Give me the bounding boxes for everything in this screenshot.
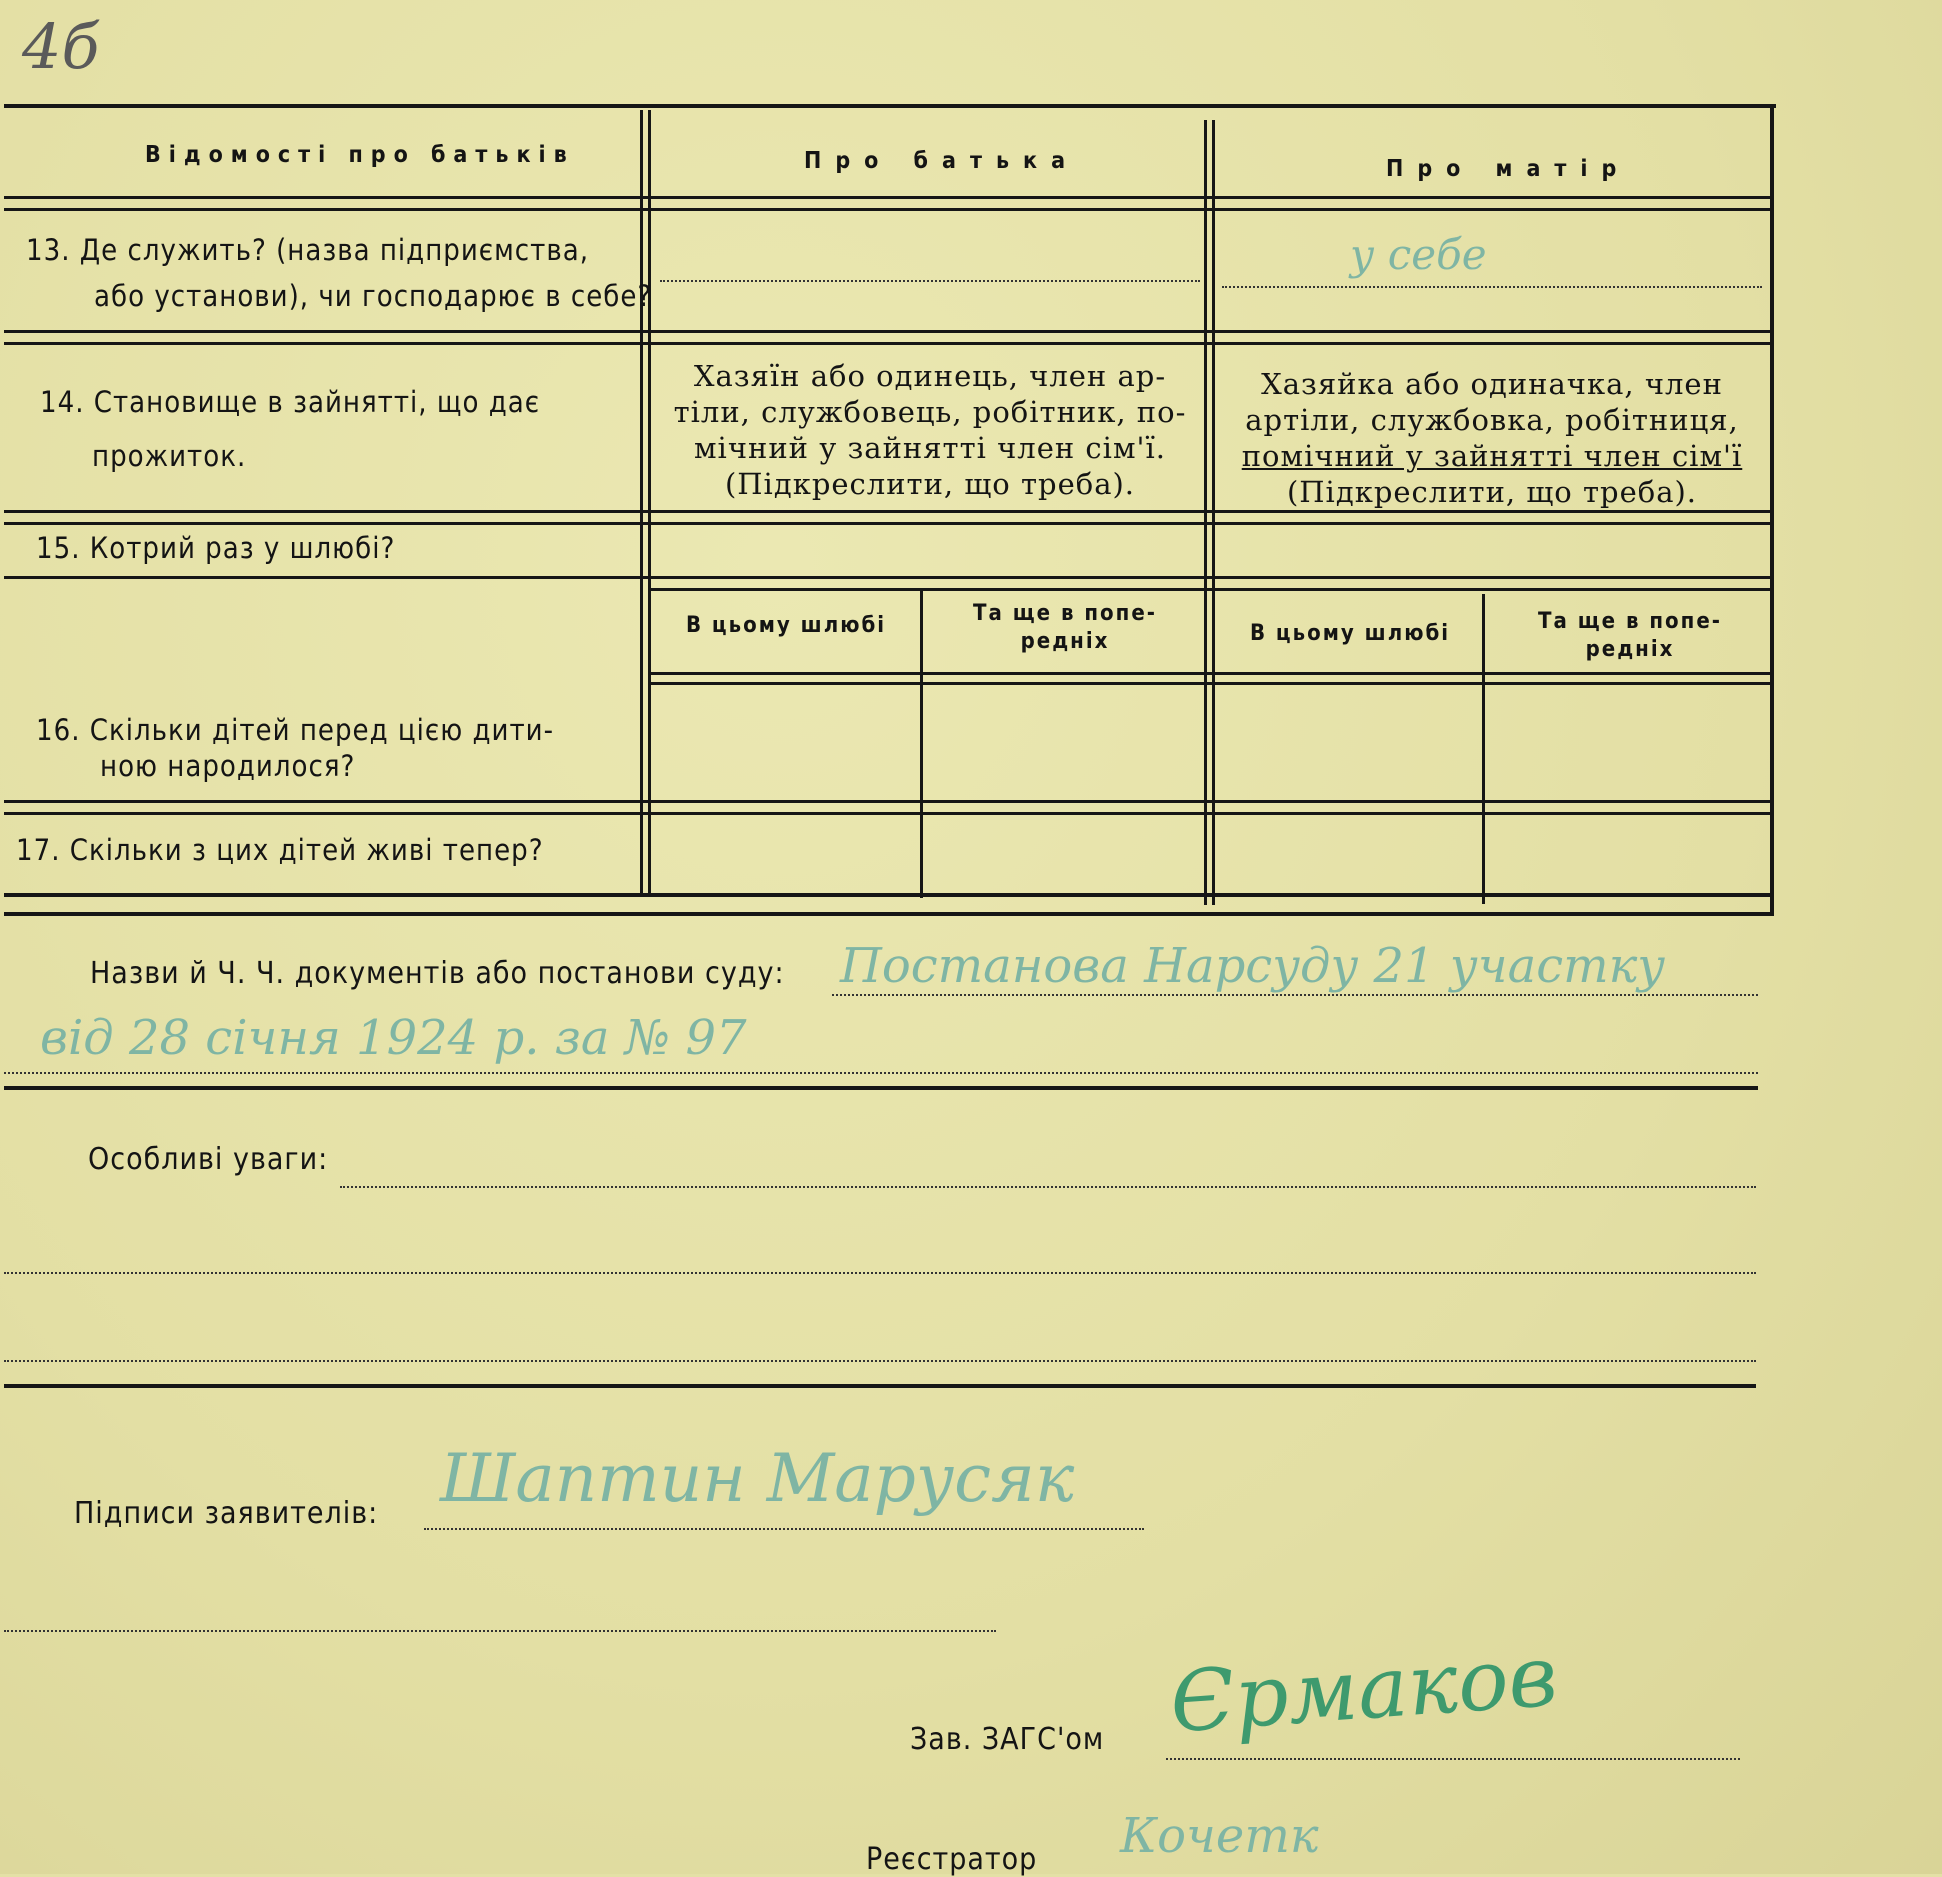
applicants-signature-field-line2[interactable] xyxy=(4,1630,996,1632)
registrar-signature: Кочетк xyxy=(1120,1808,1319,1864)
q13-label-line2: або установи), чи господарює в себе? xyxy=(94,279,653,313)
q14-father-options xyxy=(660,358,1200,502)
q15-label: 15. Котрий раз у шлюбі? xyxy=(36,531,396,565)
q14-label-line1: 14. Становище в зайнятті, що дає xyxy=(40,385,541,419)
q14-mother-option-4: (Підкреслити, що треба). xyxy=(1286,475,1698,509)
zags-head-label: Зав. ЗАГС'ом xyxy=(910,1722,1105,1757)
q14-mother-option-3[interactable]: помічний у зайнятті член сім'ї xyxy=(1241,439,1743,473)
notes-field-line1[interactable] xyxy=(340,1186,1756,1188)
q16-mother-this-marriage-header: В цьому шлюбі xyxy=(1249,621,1451,646)
q14-mother-option-2[interactable]: артіли, службовка, робітниця, xyxy=(1245,403,1739,437)
documents-field-line2[interactable] xyxy=(4,1072,1758,1074)
q14-father-option-2[interactable]: тіли, службовець, робітник, по- xyxy=(673,395,1187,429)
applicants-signature-field[interactable] xyxy=(424,1528,1144,1530)
header-about-mother: Про матір xyxy=(1386,156,1631,182)
q13-father-field[interactable] xyxy=(660,280,1200,282)
notes-field-line2[interactable] xyxy=(4,1272,1756,1274)
q16-label-line1: 16. Скільки дітей перед цією дити- xyxy=(36,713,555,747)
margin-note: 4б xyxy=(22,10,100,83)
q16-father-this-marriage-header: В цьому шлюбі xyxy=(685,613,887,638)
q14-father-option-1[interactable]: Хазяїн або одинець, член ар- xyxy=(693,359,1167,393)
header-parents-info: Відомості про батьків xyxy=(145,142,575,168)
q14-father-option-3[interactable]: мічний у зайнятті член сім'ї. xyxy=(694,431,1166,465)
q13-mother-value: у себе xyxy=(1350,230,1487,279)
applicants-signature: Шаптин Марусяк xyxy=(440,1440,1075,1517)
zags-head-field[interactable] xyxy=(1166,1758,1740,1760)
zags-head-signature: Єрмаков xyxy=(1167,1626,1561,1752)
q16-father-previous-header: Та ще в попе-редніх xyxy=(973,601,1157,654)
documents-label: Назви й Ч. Ч. документів або постанови суду: xyxy=(90,956,785,991)
notes-field-line3[interactable] xyxy=(4,1360,1756,1362)
notes-label: Особливі уваги: xyxy=(88,1142,329,1177)
q16-mother-previous-header: Та ще в попе-редніх xyxy=(1538,609,1722,662)
applicants-signature-label: Підписи заявителів: xyxy=(74,1496,379,1531)
q16-label-line2: ною народилося? xyxy=(100,749,356,783)
q13-label-line1: 13. Де служить? (назва підприємства, xyxy=(26,233,589,267)
q14-label-line2: прожиток. xyxy=(92,439,247,473)
documents-value-line2: від 28 січня 1924 р. за № 97 xyxy=(40,1010,747,1066)
documents-value-line1: Постанова Нарсуду 21 участку xyxy=(840,938,1666,994)
q14-father-option-4: (Підкреслити, що треба). xyxy=(724,467,1136,501)
q14-mother-options xyxy=(1222,366,1762,510)
q17-label: 17. Скільки з цих дітей живі тепер? xyxy=(16,833,544,867)
header-about-father: Про батька xyxy=(804,148,1080,174)
documents-field-line1[interactable] xyxy=(832,994,1758,996)
q13-mother-field[interactable] xyxy=(1222,286,1762,288)
q14-mother-option-1[interactable]: Хазяйка або одиначка, член xyxy=(1261,367,1723,401)
registrar-label: Реєстратор xyxy=(866,1842,1038,1877)
